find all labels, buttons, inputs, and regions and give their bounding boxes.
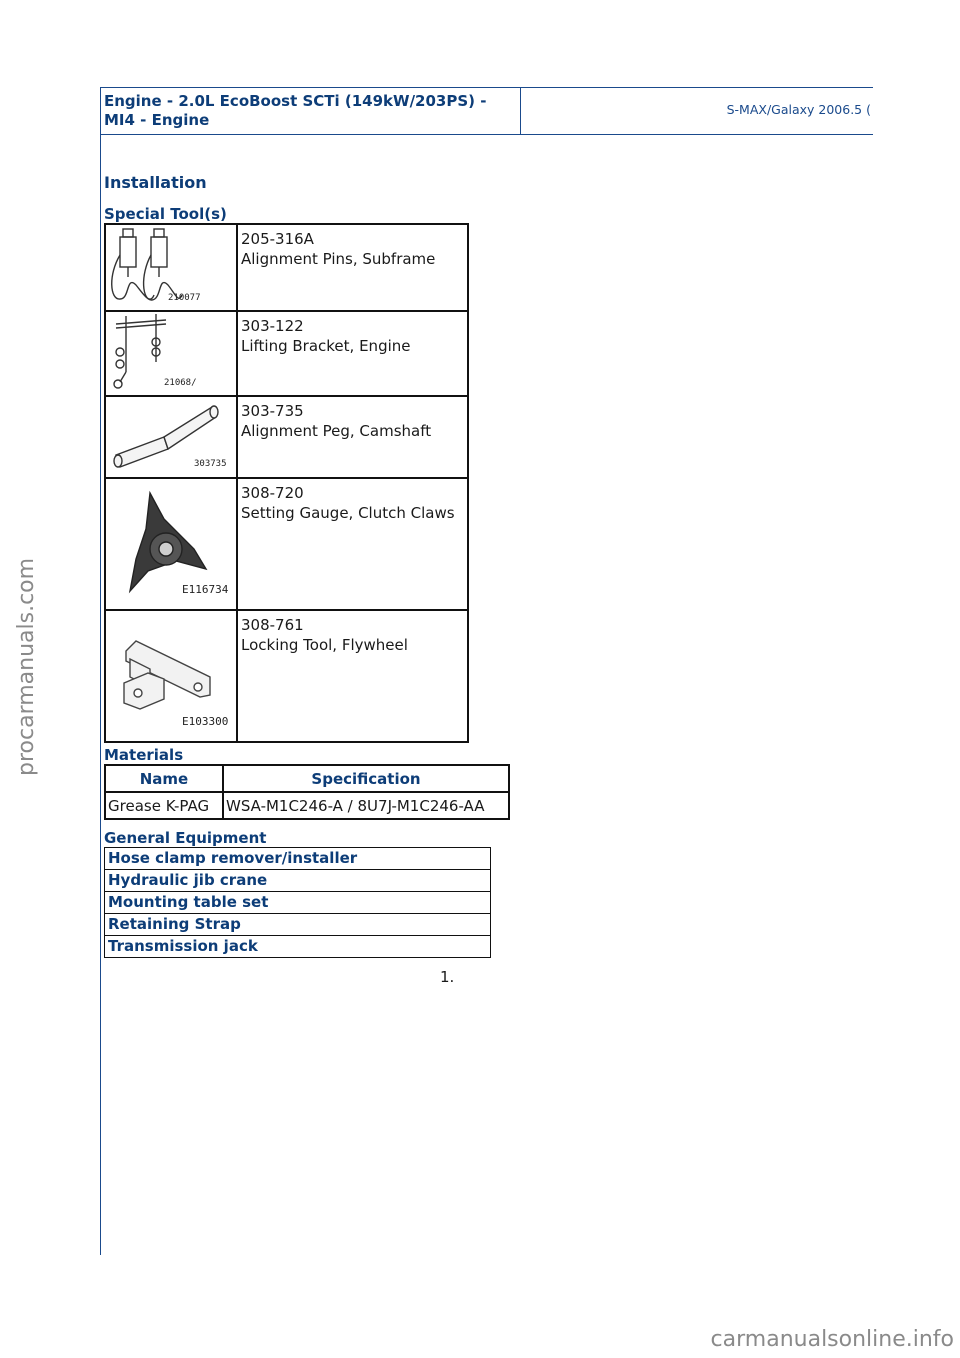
tool-row — [105, 478, 468, 610]
image-label: E116734 — [182, 583, 229, 596]
materials-table — [104, 764, 510, 820]
tool-code: 303-735 — [241, 402, 304, 420]
section-title: Installation — [104, 173, 207, 192]
tool-name: Alignment Pins, Subframe — [241, 250, 436, 268]
tool-code: 308-720 — [241, 484, 304, 502]
step-number: 1. — [440, 968, 455, 986]
tool-name: Setting Gauge, Clutch Claws — [241, 504, 455, 522]
image-label: 210077 — [168, 293, 201, 303]
tool-image-cell — [105, 478, 237, 610]
header-divider — [520, 88, 521, 134]
lifting-bracket-image — [106, 312, 236, 395]
general-equipment-heading: General Equipment — [104, 829, 267, 847]
alignment-pins-image — [106, 225, 236, 310]
watermark-carmanualsonline: carmanualsonline.info — [710, 1327, 954, 1352]
setting-gauge-image — [106, 479, 236, 609]
locking-tool-image — [106, 611, 236, 741]
equipment-item: Mounting table set — [104, 892, 491, 914]
tool-code: 205-316A — [241, 230, 314, 248]
tool-row — [105, 610, 468, 742]
page-title: Engine - 2.0L EcoBoost SCTi (149kW/203PS) - MI4 - Engine — [104, 92, 487, 129]
tool-row — [105, 396, 468, 478]
left-margin-rule — [100, 87, 101, 1255]
image-label: E103300 — [182, 715, 229, 728]
tool-code: 303-122 — [241, 317, 304, 335]
equipment-item: Hose clamp remover/installer — [104, 847, 491, 870]
page-header — [101, 87, 873, 135]
material-name: Grease K-PAG — [105, 792, 223, 819]
tool-description — [237, 311, 468, 396]
tool-description — [237, 610, 468, 742]
tool-description — [237, 478, 468, 610]
equipment-item: Transmission jack — [104, 936, 491, 958]
tool-description — [237, 224, 468, 311]
special-tools-heading: Special Tool(s) — [104, 205, 227, 223]
tool-name: Lifting Bracket, Engine — [241, 337, 411, 355]
alignment-peg-image — [106, 397, 236, 477]
tool-name: Alignment Peg, Camshaft — [241, 422, 432, 440]
image-label: 21068/ — [164, 378, 197, 388]
tool-name: Locking Tool, Flywheel — [241, 636, 408, 654]
material-specification: WSA-M1C246-A / 8U7J-M1C246-AA — [223, 792, 509, 819]
table-row — [105, 792, 509, 819]
tool-image-cell — [105, 610, 237, 742]
table-header-row — [105, 765, 509, 792]
tool-description — [237, 396, 468, 478]
column-header-specification: Specification — [223, 765, 509, 792]
image-label: 303735 — [194, 459, 227, 469]
equipment-item: Hydraulic jib crane — [104, 870, 491, 892]
general-equipment-list — [104, 847, 491, 958]
tool-image-cell — [105, 224, 237, 311]
column-header-name: Name — [105, 765, 223, 792]
tool-row — [105, 311, 468, 396]
special-tools-table — [104, 223, 469, 743]
tool-code: 308-761 — [241, 616, 304, 634]
tool-row — [105, 224, 468, 311]
tool-image-cell — [105, 311, 237, 396]
vehicle-model: S-MAX/Galaxy 2006.5 ( — [726, 102, 871, 117]
materials-heading: Materials — [104, 746, 184, 764]
tool-image-cell — [105, 396, 237, 478]
watermark-procarmanuals: procarmanuals.com — [14, 557, 39, 776]
equipment-item: Retaining Strap — [104, 914, 491, 936]
